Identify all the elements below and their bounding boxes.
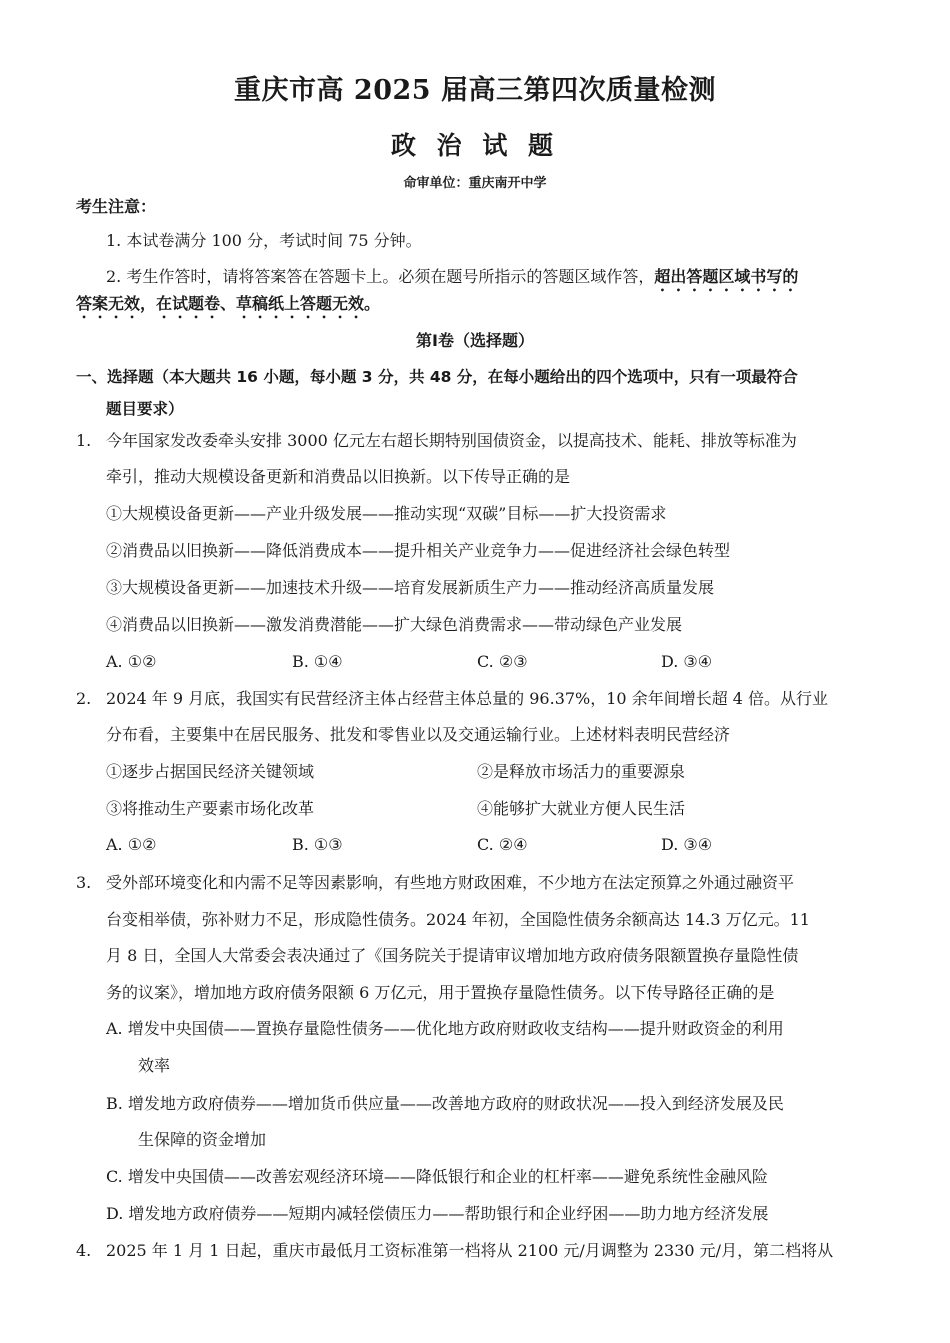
question-number: 2.	[76, 689, 92, 708]
statement-item: ④消费品以旧换新——激发消费潜能——扩大绿色消费需求——带动绿色产业发展	[106, 615, 683, 634]
statement-item: ①大规模设备更新——产业升级发展——推动实现“双碳”目标——扩大投资需求	[106, 504, 667, 523]
question-stem: 受外部环境变化和内需不足等因素影响，有些地方财政困难，不少地方在法定预算之外通过融资平	[106, 873, 795, 892]
statement-item: ②消费品以旧换新——降低消费成本——提升相关产业竞争力——促进经济社会绿色转型	[106, 541, 731, 560]
section-title: 第Ⅰ卷（选择题）	[416, 331, 534, 350]
notice-item-1: 1. 本试卷满分 100 分，考试时间 75 分钟。	[106, 231, 422, 250]
notice-heading: 考生注意：	[76, 197, 157, 216]
question-stem: 2024 年 9 月底，我国实有民营经济主体占经营主体总量的 96.37%，10 余年间增长超 4 倍。从行业	[106, 689, 829, 708]
choice-c: C. ②③	[477, 652, 528, 671]
choice-a: A. ①②	[106, 652, 157, 671]
question-stem: 务的议案》，增加地方政府债务限额 6 万亿元，用于置换存量隐性债务。以下传导路径正确的是	[106, 983, 775, 1002]
notice-item-2-text: 2. 考生作答时，请将答案答在答题卡上。必须在题号所指示的答题区域作答，	[106, 267, 655, 286]
question-number: 3.	[76, 873, 92, 892]
question-stem: 台变相举债，弥补财力不足，形成隐性债务。2024 年初，全国隐性债务余额高达 14.3 万亿元。11	[106, 910, 810, 929]
authoring-unit: 命审单位：重庆南开中学	[403, 176, 547, 191]
question-stem: 今年国家发改委牵头安排 3000 亿元左右超长期特别国债资金，以提高技术、能耗、排放等标准为	[106, 431, 797, 450]
question-stem: 2025 年 1 月 1 日起，重庆市最低月工资标准第一档将从 2100 元/月调整为 2330 元/月，第二档将从	[106, 1241, 834, 1260]
choice-b: B. ①④	[292, 652, 343, 671]
question-stem: 月 8 日，全国人大常委会表决通过了《国务院关于提请审议增加地方政府债务限额置换存量隐性债	[106, 946, 799, 965]
notice-item-2	[106, 266, 798, 295]
choice-a: A. ①②	[106, 835, 157, 854]
choice-c: C. ②④	[477, 835, 528, 854]
choice-b: B. 增发地方政府债券——增加货币供应量——改善地方政府的财政状况——投入到经济发展及民	[106, 1094, 784, 1113]
choice-a-continuation: 效率	[138, 1056, 171, 1075]
statement-item: ④能够扩大就业方便人民生活	[477, 799, 686, 818]
part-one-heading-cont: 题目要求）	[106, 400, 184, 418]
question-stem: 牵引，推动大规模设备更新和消费品以旧换新。以下传导正确的是	[106, 467, 571, 486]
subject-title: 政 治 试 题	[390, 131, 560, 160]
part-one-heading: 一、选择题（本大题共 16 小题，每小题 3 分，共 48 分，在每小题给出的四个选项中，只有一项最符合	[76, 368, 798, 386]
notice-item-2-continuation: 答案无效，在试题卷、草稿纸上答题无效。	[76, 294, 381, 313]
choice-b: B. ①③	[292, 835, 343, 854]
choice-a: A. 增发中央国债——置换存量隐性债务——优化地方政府财政收支结构——提升财政资金的利用	[106, 1019, 784, 1038]
exam-title: 重庆市高 2025 届高三第四次质量检测	[234, 75, 716, 106]
statement-item: ③将推动生产要素市场化改革	[106, 799, 315, 818]
question-number: 4.	[76, 1241, 92, 1260]
notice-item-2-emphasis: 超出答题区域书写的	[654, 267, 799, 286]
choice-c: C. 增发中央国债——改善宏观经济环境——降低银行和企业的杠杆率——避免系统性金融风险	[106, 1167, 768, 1186]
choice-d: D. ③④	[661, 835, 713, 854]
choice-d: D. 增发地方政府债券——短期内减轻偿债压力——帮助银行和企业纾困——助力地方经济发展	[106, 1204, 769, 1223]
statement-item: ②是释放市场活力的重要源泉	[477, 762, 686, 781]
statement-item: ③大规模设备更新——加速技术升级——培育发展新质生产力——推动经济高质量发展	[106, 578, 715, 597]
question-number: 1.	[76, 431, 92, 450]
question-stem: 分布看，主要集中在居民服务、批发和零售业以及交通运输行业。上述材料表明民营经济	[106, 725, 731, 744]
choice-b-continuation: 生保障的资金增加	[138, 1130, 267, 1149]
statement-item: ①逐步占据国民经济关键领域	[106, 762, 315, 781]
choice-d: D. ③④	[661, 652, 713, 671]
